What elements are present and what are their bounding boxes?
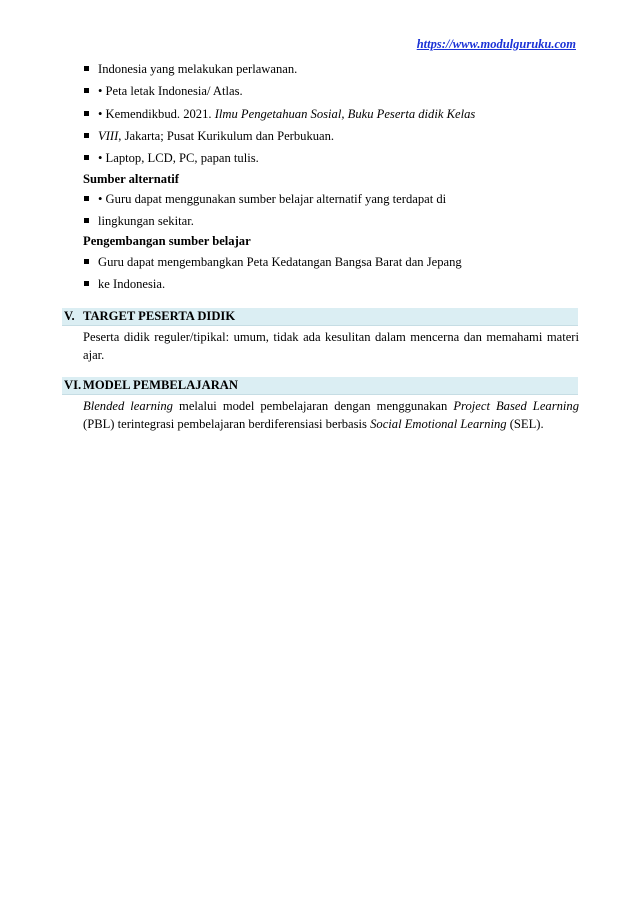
section-title: MODEL PEMBELAJARAN	[83, 378, 238, 392]
list-item: • Kemendikbud. 2021. Ilmu Pengetahuan Sosial, Buku Peserta didik Kelas	[84, 105, 475, 123]
square-bullet-icon	[84, 133, 89, 138]
section-v-paragraph: Peserta didik reguler/tipikal: umum, tidak ada kesulitan dalam mencerna dan memahami materi ajar.	[83, 330, 579, 362]
list-item: Guru dapat mengembangkan Peta Kedatangan Bangsa Barat dan Jepang	[84, 253, 462, 271]
square-bullet-icon	[84, 196, 89, 201]
square-bullet-icon	[84, 155, 89, 160]
section-number: V.	[64, 309, 75, 323]
section-title: TARGET PESERTA DIDIK	[83, 309, 236, 323]
square-bullet-icon	[84, 88, 89, 93]
square-bullet-icon	[84, 259, 89, 264]
section-vi-paragraph: Blended learning melalui model pembelajaran dengan menggunakan Project Based Learning (PBL) terintegrasi pembelajaran berdiferensiasi berbasis Social Emotional Learning (SEL).	[83, 399, 579, 431]
subheading-sumber-alternatif: Sumber alternatif	[83, 172, 179, 186]
header-url-link[interactable]: https://www.modulguruku.com	[416, 37, 576, 51]
square-bullet-icon	[84, 66, 89, 71]
list-item: • Laptop, LCD, PC, papan tulis.	[84, 149, 259, 167]
list-item: lingkungan sekitar.	[84, 212, 194, 230]
list-item: ke Indonesia.	[84, 275, 165, 293]
list-item: Indonesia yang melakukan perlawanan.	[84, 60, 297, 78]
square-bullet-icon	[84, 111, 89, 116]
section-heading-v	[62, 308, 578, 326]
list-item: VIII, Jakarta; Pusat Kurikulum dan Perbukuan.	[84, 127, 334, 145]
section-heading-vi	[62, 377, 578, 395]
subheading-pengembangan: Pengembangan sumber belajar	[83, 234, 251, 248]
square-bullet-icon	[84, 218, 89, 223]
list-item: • Peta letak Indonesia/ Atlas.	[84, 82, 243, 100]
square-bullet-icon	[84, 281, 89, 286]
section-number: VI.	[64, 378, 82, 392]
list-item: • Guru dapat menggunakan sumber belajar alternatif yang terdapat di	[84, 190, 446, 208]
